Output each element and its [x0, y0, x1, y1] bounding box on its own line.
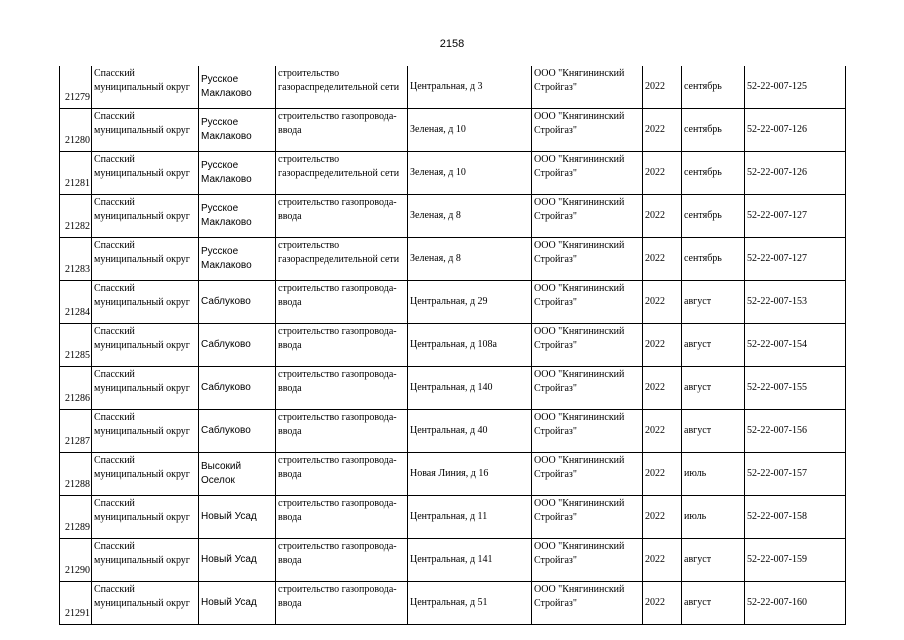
table-row [60, 410, 846, 453]
locality-cell: Русское Маклаково [199, 109, 276, 152]
code-cell: 52-22-007-156 [745, 410, 846, 453]
row-number: 21286 [60, 367, 92, 410]
locality-cell: Саблуково [199, 367, 276, 410]
row-number: 21291 [60, 582, 92, 625]
table-row [60, 238, 846, 281]
table-row [60, 66, 846, 109]
locality-cell: Новый Усад [199, 496, 276, 539]
code-cell: 52-22-007-153 [745, 281, 846, 324]
year-cell: 2022 [643, 238, 682, 281]
work-type-cell: строительство газопровода-ввода [276, 195, 408, 238]
month-cell: август [682, 324, 745, 367]
year-cell: 2022 [643, 496, 682, 539]
row-number: 21281 [60, 152, 92, 195]
address-cell: Центральная, д 29 [408, 281, 532, 324]
contractor-cell: ООО "Княгининский Стройгаз" [532, 281, 643, 324]
row-number: 21290 [60, 539, 92, 582]
district-cell: Спасский муниципальный округ [92, 109, 199, 152]
district-cell: Спасский муниципальный округ [92, 496, 199, 539]
locality-cell: Русское Маклаково [199, 195, 276, 238]
address-cell: Центральная, д 3 [408, 66, 532, 109]
work-type-cell: строительство газопровода-ввода [276, 281, 408, 324]
contractor-cell: ООО "Княгининский Стройгаз" [532, 582, 643, 625]
district-cell: Спасский муниципальный округ [92, 238, 199, 281]
code-cell: 52-22-007-127 [745, 238, 846, 281]
table-row [60, 152, 846, 195]
locality-cell: Русское Маклаково [199, 238, 276, 281]
contractor-cell: ООО "Княгининский Стройгаз" [532, 539, 643, 582]
contractor-cell: ООО "Княгининский Стройгаз" [532, 367, 643, 410]
locality-cell: Саблуково [199, 410, 276, 453]
contractor-cell: ООО "Княгининский Стройгаз" [532, 410, 643, 453]
district-cell: Спасский муниципальный округ [92, 539, 199, 582]
locality-cell: Новый Усад [199, 582, 276, 625]
month-cell: август [682, 410, 745, 453]
work-type-cell: строительство газопровода-ввода [276, 496, 408, 539]
table-row [60, 195, 846, 238]
month-cell: сентябрь [682, 195, 745, 238]
district-cell: Спасский муниципальный округ [92, 453, 199, 496]
code-cell: 52-22-007-159 [745, 539, 846, 582]
month-cell: август [682, 582, 745, 625]
table-body [60, 66, 846, 625]
district-cell: Спасский муниципальный округ [92, 582, 199, 625]
work-type-cell: строительство газопровода-ввода [276, 539, 408, 582]
locality-cell: Саблуково [199, 324, 276, 367]
address-cell: Центральная, д 40 [408, 410, 532, 453]
table-row [60, 582, 846, 625]
code-cell: 52-22-007-125 [745, 66, 846, 109]
work-type-cell: строительство газораспределительной сети [276, 66, 408, 109]
address-cell: Зеленая, д 10 [408, 152, 532, 195]
work-type-cell: строительство газораспределительной сети [276, 238, 408, 281]
year-cell: 2022 [643, 582, 682, 625]
address-cell: Центральная, д 108а [408, 324, 532, 367]
contractor-cell: ООО "Княгининский Стройгаз" [532, 496, 643, 539]
table-row [60, 453, 846, 496]
row-number: 21288 [60, 453, 92, 496]
table-row [60, 109, 846, 152]
code-cell: 52-22-007-126 [745, 109, 846, 152]
code-cell: 52-22-007-154 [745, 324, 846, 367]
row-number: 21284 [60, 281, 92, 324]
work-type-cell: строительство газораспределительной сети [276, 152, 408, 195]
address-cell: Зеленая, д 8 [408, 195, 532, 238]
district-cell: Спасский муниципальный округ [92, 281, 199, 324]
address-cell: Зеленая, д 10 [408, 109, 532, 152]
row-number: 21282 [60, 195, 92, 238]
year-cell: 2022 [643, 281, 682, 324]
contractor-cell: ООО "Княгининский Стройгаз" [532, 66, 643, 109]
district-cell: Спасский муниципальный округ [92, 152, 199, 195]
month-cell: июль [682, 453, 745, 496]
address-cell: Центральная, д 51 [408, 582, 532, 625]
district-cell: Спасский муниципальный округ [92, 66, 199, 109]
address-cell: Зеленая, д 8 [408, 238, 532, 281]
row-number: 21289 [60, 496, 92, 539]
row-number: 21279 [60, 66, 92, 109]
year-cell: 2022 [643, 539, 682, 582]
table-row [60, 539, 846, 582]
address-cell: Центральная, д 11 [408, 496, 532, 539]
district-cell: Спасский муниципальный округ [92, 367, 199, 410]
page-number: 2158 [439, 38, 465, 50]
work-type-cell: строительство газопровода-ввода [276, 367, 408, 410]
locality-cell: Высокий Оселок [199, 453, 276, 496]
contractor-cell: ООО "Княгининский Стройгаз" [532, 238, 643, 281]
work-type-cell: строительство газопровода-ввода [276, 324, 408, 367]
month-cell: август [682, 539, 745, 582]
month-cell: август [682, 281, 745, 324]
contractor-cell: ООО "Княгининский Стройгаз" [532, 453, 643, 496]
row-number: 21285 [60, 324, 92, 367]
year-cell: 2022 [643, 109, 682, 152]
row-number: 21287 [60, 410, 92, 453]
year-cell: 2022 [643, 66, 682, 109]
address-cell: Центральная, д 140 [408, 367, 532, 410]
row-number: 21280 [60, 109, 92, 152]
locality-cell: Русское Маклаково [199, 152, 276, 195]
code-cell: 52-22-007-127 [745, 195, 846, 238]
code-cell: 52-22-007-157 [745, 453, 846, 496]
locality-cell: Русское Маклаково [199, 66, 276, 109]
month-cell: сентябрь [682, 109, 745, 152]
contractor-cell: ООО "Княгининский Стройгаз" [532, 195, 643, 238]
table-row [60, 496, 846, 539]
work-type-cell: строительство газопровода-ввода [276, 453, 408, 496]
month-cell: август [682, 367, 745, 410]
month-cell: сентябрь [682, 238, 745, 281]
table-row [60, 324, 846, 367]
district-cell: Спасский муниципальный округ [92, 324, 199, 367]
year-cell: 2022 [643, 410, 682, 453]
code-cell: 52-22-007-155 [745, 367, 846, 410]
year-cell: 2022 [643, 152, 682, 195]
locality-cell: Новый Усад [199, 539, 276, 582]
contractor-cell: ООО "Княгининский Стройгаз" [532, 324, 643, 367]
work-type-cell: строительство газопровода-ввода [276, 109, 408, 152]
contractor-cell: ООО "Княгининский Стройгаз" [532, 109, 643, 152]
address-cell: Новая Линия, д 16 [408, 453, 532, 496]
work-type-cell: строительство газопровода-ввода [276, 410, 408, 453]
contractor-cell: ООО "Княгининский Стройгаз" [532, 152, 643, 195]
year-cell: 2022 [643, 453, 682, 496]
year-cell: 2022 [643, 195, 682, 238]
month-cell: сентябрь [682, 66, 745, 109]
row-number: 21283 [60, 238, 92, 281]
locality-cell: Саблуково [199, 281, 276, 324]
month-cell: июль [682, 496, 745, 539]
code-cell: 52-22-007-126 [745, 152, 846, 195]
month-cell: сентябрь [682, 152, 745, 195]
address-cell: Центральная, д 141 [408, 539, 532, 582]
district-cell: Спасский муниципальный округ [92, 195, 199, 238]
table-row [60, 367, 846, 410]
table-row [60, 281, 846, 324]
code-cell: 52-22-007-158 [745, 496, 846, 539]
year-cell: 2022 [643, 367, 682, 410]
year-cell: 2022 [643, 324, 682, 367]
records-table [59, 66, 846, 625]
work-type-cell: строительство газопровода-ввода [276, 582, 408, 625]
district-cell: Спасский муниципальный округ [92, 410, 199, 453]
code-cell: 52-22-007-160 [745, 582, 846, 625]
